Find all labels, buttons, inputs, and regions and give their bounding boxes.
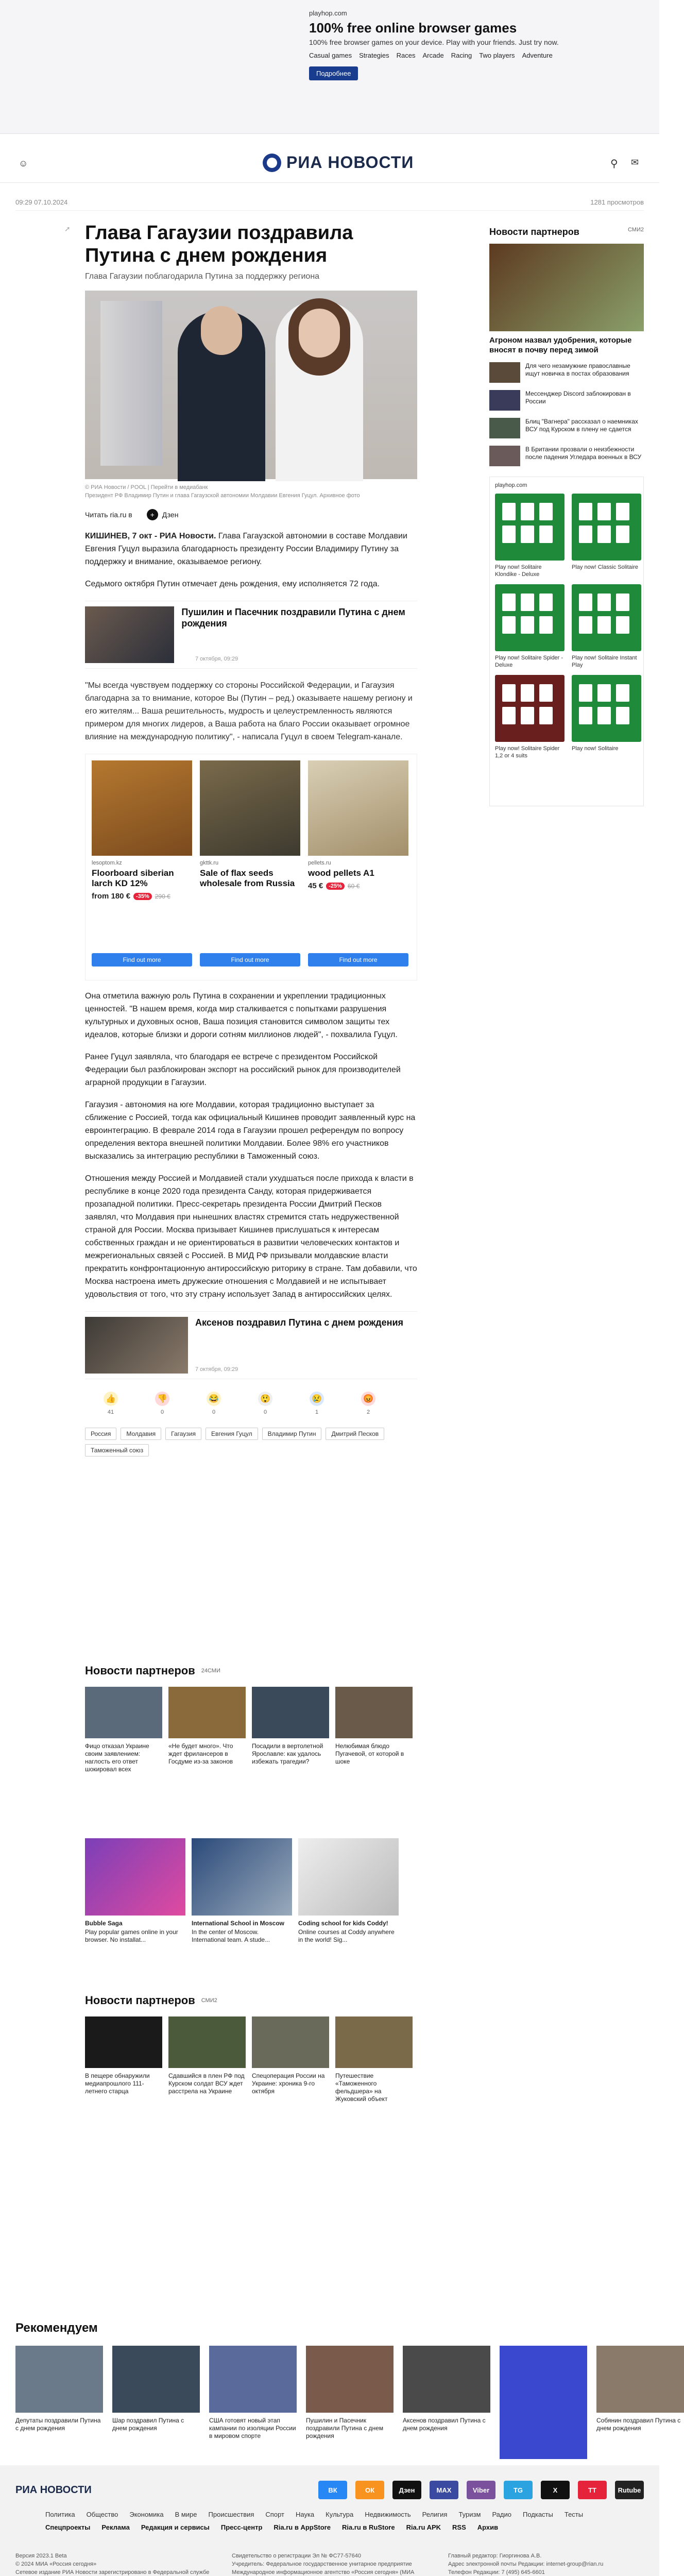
related-date: 7 октября, 09:29 [195, 656, 238, 662]
reaction[interactable]: 👎 0 [155, 1392, 169, 1415]
chat-icon[interactable]: ✉ [631, 157, 639, 167]
paragraph: Седьмого октября Путин отмечает день рождения, ему исполняется 72 года. [85, 580, 380, 588]
flag-graphic [100, 301, 162, 466]
related-title: Пушилин и Пасечник поздравили Путина с днем рождения [181, 607, 405, 629]
rec-card[interactable]: Депутаты поздравили Путина с днем рождения [15, 2346, 103, 2459]
ad-desc: 100% free browser games on your device. Play with your friends. Just try now. [309, 38, 559, 46]
recs-title: Рекомендуем [15, 2321, 98, 2335]
read-in-dzen [85, 509, 417, 520]
viber-icon[interactable]: Viber [467, 2481, 495, 2499]
vk-icon[interactable]: ВК [318, 2481, 347, 2499]
rutube-icon[interactable]: Rutube [615, 2481, 644, 2499]
sidebar-item[interactable]: В Британии прозвали о неизбежности после падения Угледара военных в ВСУ [489, 446, 644, 466]
ad-cat[interactable]: Strategies [359, 52, 389, 59]
reaction[interactable]: 😂 0 [207, 1392, 221, 1415]
ad-cat[interactable]: Arcade [422, 52, 444, 59]
partner-news-2: Новости партнеров СМИ2 В пещере обнаружили медиапрошлого 111-летнего старца Сдавшийся в плен РФ под Курском солдат ВСУ ждет расстрела на Украине Спецоперация России на Украине: хроника 9-го октября Путешествие «Таможенного фельдшера» на Жуковский объект [85, 1994, 417, 2103]
sidebar-game[interactable]: Play now! Solitaire Spider 1,2 or 4 suits [495, 675, 565, 759]
search-icon[interactable]: ⚲ [610, 158, 618, 170]
sidebar-game[interactable]: Play now! Classic Solitaire [572, 494, 641, 578]
quote: "Мы всегда чувствуем поддержку со стороны Российской Федерации, и Гагаузия благодарна за то внимание, которое Вы (Путин – ред.) оказываете нашему региону и его жителям... Ваша решительность, мудрость и целеустремленность являются примером для многих лидеров, а Ваша работа на благо России оказывает огромное влияние на международную политику", - написала Гуцул в своем Telegram-канале. [85, 681, 413, 741]
reaction[interactable]: 😡 2 [361, 1392, 375, 1415]
partner-card[interactable]: В пещере обнаружили медиапрошлого 111-летнего старца [85, 2016, 162, 2103]
find-out-button[interactable]: Find out more [200, 953, 300, 967]
x-icon[interactable]: X [541, 2481, 570, 2499]
article-subtitle: Глава Гагаузии поблагодарила Путина за поддержку региона [85, 272, 320, 281]
read-label: Читать ria.ru в [85, 511, 132, 519]
share-icon[interactable]: ➚ [64, 225, 71, 233]
ad-cat[interactable]: Races [396, 52, 416, 59]
reaction[interactable]: 👍 41 [104, 1392, 118, 1415]
ad-more-button[interactable]: Подробнее [309, 66, 358, 80]
ad-image [200, 760, 300, 856]
sidebar-games-ad[interactable]: playhop.com Play now! Solitaire Klondike - Deluxe Play now! Classic Solitaire Play now! Solitaire Spider - Deluxe Play now! Solitaire Instant Play Play now! Solitaire Spider 1,2 or 4 suits Play now! Solitaire [489, 477, 644, 806]
recommendations [15, 2321, 681, 2459]
tag[interactable]: Владимир Путин [262, 1428, 322, 1440]
ad-title[interactable]: 100% free online browser games [309, 20, 517, 36]
social-links [318, 2481, 644, 2499]
ad-card[interactable]: lesoptom.kz Floorboard siberian larch KD 12% from 180 € -35% 290 € Find out more [92, 760, 192, 967]
rec-card[interactable]: Аксенов поздравил Путина с днем рождения [403, 2346, 490, 2459]
paragraph: Отношения между Россией и Молдавией стали ухудшаться после прихода к власти в республике в конце 2020 года президента Санду, которая придерживается прозападной политики. Пресс-секретарь президента России Дмитрий Песков заявлял, что Молдавия при нынешних властях стремится стать недружественной страной для России. Москва призывает Кишинев прислушаться к интересам собственных граждан и не ориентироваться в развитии человеческих контактов и межрегиональных связей с Россией. В МИД РФ призывали молдавские власти прекратить конфронтационную антироссийскую риторику в стране. Там добавили, что Москва настроена иметь дружеские отношения с Молдавией и не испытывает удовольствия от того, что эту страну использует Запад в антироссийских целях. [85, 1174, 417, 1299]
rec-card[interactable]: США готовят новый этап кампании по изоляции России в мировом спорте [209, 2346, 297, 2459]
tt-icon[interactable]: ТТ [578, 2481, 607, 2499]
related-thumb [85, 606, 174, 663]
sidebar [489, 227, 644, 806]
partner-card[interactable]: Нелюбимая блюдо Пугачевой, от которой в шоке [335, 1687, 413, 1773]
footer-nav: Политика Общество Экономика В мире Происшествия Спорт Наука Культура Недвижимость Религия Туризм Радио Подкасты Тесты [45, 2511, 584, 2518]
find-out-button[interactable]: Find out more [308, 953, 408, 967]
tags [85, 1428, 417, 1456]
ad-card[interactable]: pellets.ru wood pellets A1 45 € -25% 60 € Find out more [308, 760, 408, 967]
max-icon[interactable]: MAX [430, 2481, 458, 2499]
sidebar-item[interactable]: Для чего незамужние православные ищут новичка в постах образования [489, 362, 644, 383]
reaction[interactable]: 😲 0 [258, 1392, 272, 1415]
partner-news: Новости партнеров 24СМИ Фицо отказал Украине своим заявлением: наглость его ответ шокировал всех «Не будет много». Что ждет фрилансеров в Госдуме из-за законов Посадили в вертолетной Ярославле: как удалось избежать трагедии? Нелюбимая блюдо Пугачевой, от которой в шоке [85, 1664, 417, 1773]
partner-card[interactable]: «Не будет много». Что ждет фрилансеров в Госдуме из-за законов [168, 1687, 246, 1773]
ad-cat[interactable]: Adventure [522, 52, 553, 59]
ad-domain: playhop.com [309, 9, 347, 17]
ad-cat[interactable]: Casual games [309, 52, 352, 59]
ad-card[interactable]: gkttk.ru Sale of flax seeds wholesale from Russia Find out more [200, 760, 300, 967]
article [64, 222, 417, 1456]
footer [0, 2465, 659, 2576]
partner-card[interactable]: Путешествие «Таможенного фельдшера» на Жуковский объект [335, 2016, 413, 2103]
tag[interactable]: Таможенный союз [85, 1444, 149, 1456]
footer-logo[interactable]: РИА НОВОСТИ [15, 2484, 92, 2496]
find-out-button[interactable]: Find out more [92, 953, 192, 967]
article-date: 09:29 07.10.2024 [15, 198, 68, 206]
partner-card[interactable]: Спецоперация России на Украине: хроника 9-го октября [252, 2016, 329, 2103]
paragraph: Она отметила важную роль Путина в сохранении и укреплении традиционных ценностей. "В нашем время, когда мир сталкивается с попытками разрушения культурных и духовных основ, Ваша позиция становится символом защиты тех идеалов, которые близки и дороги сотням миллионов людей", - похвалила Гуцул. [85, 992, 398, 1039]
footer-legal: Версия 2023.1 Beta © 2024 МИА «Россия сегодня» Сетевое издание РИА Новости зарегистрировано в Федеральной службе Свидетельство о регистрации Эл № ФС77-57640 Учредитель: Федеральное государственное унитарное предприятие Международное информационное агентство «Россия сегодня» (МИА Главный редактор: Гиоргинова А.В. Адрес электронной почты Редакции: internet-group@rian.ru Телефон Редакции: 7 (495) 645-6601 [15, 2553, 604, 2575]
rec-ad[interactable] [500, 2346, 587, 2459]
ad-cat[interactable]: Two players [479, 52, 515, 59]
sidebar-title: Новости партнеров СМИ2 [489, 227, 644, 237]
product-ad-block[interactable] [85, 754, 417, 980]
dzen-link[interactable]: + Дзен [147, 509, 179, 520]
footer-nav-secondary: Спецпроекты Реклама Редакция и сервисы Пресс-центр Ria.ru в AppStore Ria.ru в RuStore Ria.ru APK RSS Архив [45, 2523, 499, 2531]
related-article[interactable] [85, 1311, 417, 1379]
partner-card[interactable]: Сдавшийся в плен РФ под Курском солдат ВСУ ждет расстрела на Украине [168, 2016, 246, 2103]
reactions [85, 1392, 394, 1415]
related-thumb [85, 1317, 188, 1374]
game-card[interactable]: International School in Moscow In the center of Moscow. International team. A stude... [192, 1838, 292, 1944]
partner-card[interactable]: Посадили в вертолетной Ярославле: как удалось избежать трагедии? [252, 1687, 329, 1773]
sidebar-item[interactable]: Мессенджер Discord заблокирован в России [489, 390, 644, 411]
lead-paragraph: КИШИНЕВ, 7 окт - РИА Новости. Глава Гагаузской автономии в составе Молдавии Евгения Гуцул выразила благодарность президенту России Владимиру Путину за поддержку и внимание, оказываемое региону. [85, 532, 407, 566]
related-title: Аксенов поздравил Путина с днем рождения [195, 1317, 404, 1328]
sidebar-lead-title[interactable]: Агроном назвал удобрения, которые вносят в почву перед зимой [489, 336, 632, 354]
top-ad-banner[interactable] [0, 0, 659, 134]
dzen-icon: + [147, 509, 158, 520]
site-header [0, 147, 659, 183]
article-meta [15, 198, 644, 211]
tag[interactable]: Евгения Гуцул [206, 1428, 258, 1440]
tag[interactable]: Молдавия [121, 1428, 161, 1440]
site-logo[interactable]: РИА НОВОСТИ [263, 153, 414, 172]
sidebar-game[interactable]: Play now! Solitaire Instant Play [572, 584, 641, 669]
game-card[interactable]: Bubble Saga Play popular games online in your browser. No installat... [85, 1838, 185, 1944]
reaction[interactable]: 😢 1 [310, 1392, 324, 1415]
sidebar-game[interactable]: Play now! Solitaire Spider - Deluxe [495, 584, 565, 669]
partner-card[interactable]: Фицо отказал Украине своим заявлением: наглость его ответ шокировал всех [85, 1687, 162, 1773]
view-count: 1281 просмотров [590, 198, 644, 206]
logo-icon [263, 154, 281, 172]
dzen-icon[interactable]: Дзен [392, 2481, 421, 2499]
sidebar-game[interactable]: Play now! Solitaire [572, 675, 641, 759]
article-title: Глава Гагаузии поздравила Путина с днем рождения [85, 222, 353, 266]
rec-card[interactable]: Собянин поздравил Путина с днем рождения [596, 2346, 684, 2459]
sidebar-item[interactable]: Блиц "Вагнера" рассказал о наемниках ВСУ под Курском в плену не сдается [489, 418, 644, 438]
tag[interactable]: Гагаузия [165, 1428, 201, 1440]
tag[interactable]: Россия [85, 1428, 116, 1440]
user-icon[interactable]: ☺ [19, 158, 28, 168]
ad-image [308, 760, 408, 856]
sidebar-lead-image[interactable] [489, 244, 644, 331]
sidebar-game[interactable]: Play now! Solitaire Klondike - Deluxe [495, 494, 565, 578]
photo-caption: © РИА Новости / POOL | Перейти в медиабанк Президент РФ Владимир Путин и глава Гагаузской автономии Молдавии Евгения Гуцул. Архивное фото [85, 484, 360, 499]
ad-cat[interactable]: Racing [451, 52, 472, 59]
paragraph: Гагаузия - автономия на юге Молдавии, которая традиционно выступает за сближение с Россией, тогда как официальный Кишинев проводит заявленный курс на евроинтеграцию. В феврале 2014 года в Гагаузии прошел референдум по вопросу определения вектора внешней политики Молдавии. Более 98% его участников высказались за интеграцию республики в Таможенный союз. [85, 1100, 416, 1161]
ad-image [92, 760, 192, 856]
ok-icon[interactable]: ОК [355, 2481, 384, 2499]
ad-categories [309, 52, 628, 59]
game-card[interactable]: Coding school for kids Coddy! Online courses at Coddy anywhere in the world! Sig... [298, 1838, 399, 1944]
article-photo[interactable] [85, 291, 417, 479]
paragraph: Ранее Гуцул заявляла, что благодаря ее встрече с президентом Российской Федерации был разблокирован экспорт на российский рынок для производителей аграрной продукции в Гагаузии. [85, 1053, 401, 1087]
related-date: 7 октября, 09:29 [195, 1366, 238, 1372]
games-ad [85, 1829, 417, 1944]
telegram-icon[interactable]: TG [504, 2481, 533, 2499]
tag[interactable]: Дмитрий Песков [326, 1428, 384, 1440]
rec-card[interactable]: Шар поздравил Путина с днем рождения [112, 2346, 200, 2459]
related-article[interactable] [85, 601, 417, 669]
rec-card[interactable]: Пушилин и Пасечник поздравили Путина с днем рождения [306, 2346, 394, 2459]
